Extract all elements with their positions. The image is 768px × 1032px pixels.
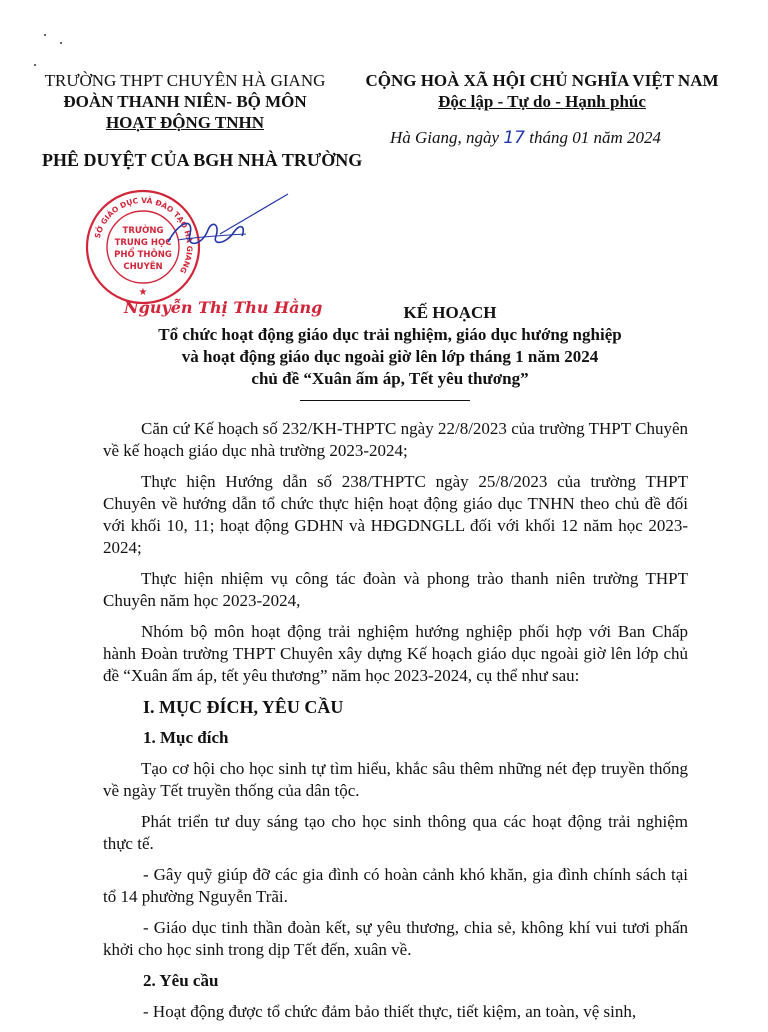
- paragraph: Phát triển tư duy sáng tạo cho học sinh thông qua các hoạt động trải nghiệm thực tế.: [103, 812, 688, 853]
- paragraph: Tạo cơ hội cho học sinh tự tìm hiểu, khắc sâu thêm những nét đẹp truyền thống về ngày Tết truyền thống của dân tộc.: [103, 759, 688, 800]
- document-type: KẾ HOẠCH: [403, 303, 497, 322]
- date-prefix: Hà Giang, ngày: [390, 128, 504, 147]
- title-line-2: và hoạt động giáo dục ngoài giờ lên lớp tháng 1 năm 2024: [181, 347, 599, 366]
- paragraph: - Hoạt động được tổ chức đảm bảo thiết thực, tiết kiệm, an toàn, vệ sinh,: [143, 1002, 637, 1021]
- signer-name: Nguyễn Thị Thu Hằng: [124, 298, 323, 317]
- paragraph: Căn cứ Kế hoạch số 232/KH-THPTC ngày 22/8/2023 của trường THPT Chuyên về kế hoạch giáo dục nhà trường 2023-2024;: [103, 419, 688, 460]
- document-title: [80, 302, 700, 390]
- svg-text:TRUNG HỌC: TRUNG HỌC: [114, 238, 172, 248]
- svg-text:★: ★: [138, 287, 148, 298]
- national-header: [352, 70, 732, 112]
- school-name: TRƯỜNG THPT CHUYÊN HÀ GIANG: [44, 71, 326, 90]
- svg-text:TRƯỜNG: TRƯỜNG: [122, 226, 164, 236]
- document-body: [103, 418, 688, 1032]
- union-name: ĐOÀN THANH NIÊN- BỘ MÔN: [63, 92, 307, 111]
- title-line-1: Tổ chức hoạt động giáo dục trải nghiệm, giáo dục hướng nghiệp: [158, 325, 622, 344]
- paragraph: - Gây quỹ giúp đỡ các gia đình có hoàn cảnh khó khăn, gia đình chính sách tại tổ 14 phường Nguyễn Trãi.: [103, 865, 688, 906]
- stamp-ring-text: SỞ GIÁO DỤC VÀ ĐÀO TẠO HÀ GIANG: [92, 195, 195, 275]
- paragraph: Nhóm bộ môn hoạt động trải nghiệm hướng nghiệp phối hợp với Ban Chấp hành Đoàn trường THPT Chuyên xây dựng Kế hoạch giáo dục ngoài giờ lên lớp chủ đề “Xuân ấm áp, tết yêu thương” năm học 2023-2024, cụ thể như sau:: [103, 622, 688, 685]
- date-day-handwritten: 17: [503, 128, 525, 148]
- issuing-organization: [40, 70, 330, 133]
- subsection-heading: 2. Yêu cầu: [143, 971, 219, 990]
- date-suffix: tháng 01 năm 2024: [524, 128, 661, 147]
- title-underline-divider: [300, 400, 470, 401]
- paragraph: Thực hiện Hướng dẫn số 238/THPTC ngày 25/8/2023 của trường THPT Chuyên về hướng dẫn tổ chức thực hiện hoạt động giáo dục TNHN theo chủ đề đối với khối 10, 11; hoạt động GDHN và HĐGDNGLL đối với khối 12 năm học 2023-2024;: [103, 472, 688, 557]
- svg-text:CHUYÊN: CHUYÊN: [123, 262, 163, 272]
- scan-speck: [34, 64, 36, 66]
- handwritten-signature: [150, 190, 290, 260]
- section-heading: I. MỤC ĐÍCH, YÊU CẦU: [143, 697, 344, 717]
- department-name: HOẠT ĐỘNG TNHN: [105, 113, 265, 132]
- svg-text:PHỔ THÔNG: PHỔ THÔNG: [114, 250, 172, 260]
- nation-name: CỘNG HOÀ XÃ HỘI CHỦ NGHĨA VIỆT NAM: [365, 71, 719, 90]
- scan-speck: [44, 34, 46, 36]
- scan-speck: [60, 42, 62, 44]
- title-line-3: chủ đề “Xuân ấm áp, Tết yêu thương”: [251, 369, 529, 388]
- approval-heading: PHÊ DUYỆT CỦA BGH NHÀ TRƯỜNG: [42, 150, 363, 170]
- document-date: [390, 128, 690, 148]
- paragraph: - Giáo dục tinh thần đoàn kết, sự yêu thương, chia sẻ, không khí vui tươi phấn khởi cho học sinh trong dịp Tết đến, xuân về.: [103, 918, 688, 959]
- paragraph: Thực hiện nhiệm vụ công tác đoàn và phong trào thanh niên trường THPT Chuyên năm học 2023-2024,: [103, 569, 688, 610]
- subsection-heading: 1. Mục đích: [143, 728, 229, 747]
- national-motto: Độc lập - Tự do - Hạnh phúc: [438, 92, 646, 111]
